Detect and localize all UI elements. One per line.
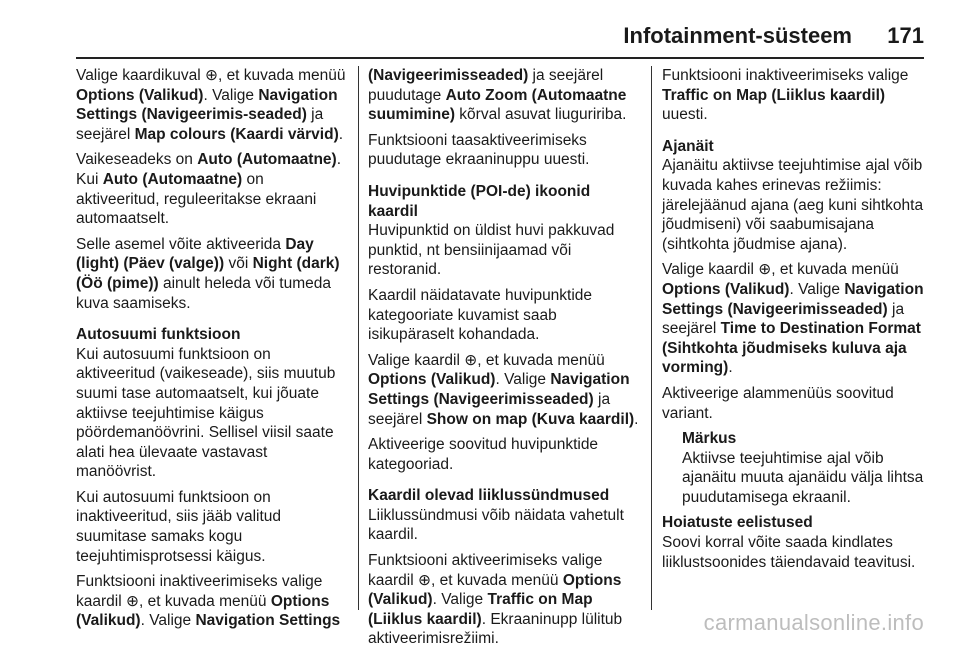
multifunction-knob-icon: ⊕ bbox=[758, 261, 772, 279]
paragraph: Funktsiooni inaktiveerimiseks valige kaardil ⊕, et kuvada menüü Options (Valikud). Valige Navigation Settings bbox=[76, 573, 341, 630]
note-box bbox=[662, 429, 928, 507]
paragraph: Aktiveerige soovitud huvipunktide kategooriad. bbox=[368, 436, 599, 473]
paragraph: Ajanäitu aktiivse teejuhtimise ajal võib kuvada kahes erinevas režiimis: järelejäänud ajana (aeg kuni sihtkohta jõudmiseni) või saabumisajana (sihtkohta jõudmise ajana). bbox=[662, 157, 924, 253]
paragraph: Valige kaardikuval ⊕, et kuvada menüü Options (Valikud). Valige Navigation Settings (Navigeerimis-seaded) ja seejärel Map colours (Kaardi värvid). bbox=[76, 67, 346, 143]
column-divider bbox=[651, 66, 652, 610]
paragraph: Valige kaardil ⊕, et kuvada menüü Options (Valikud). Valige Navigation Settings (Navigeerimisseaded) ja seejärel Time to Destination Format (Sihtkohta jõudmiseks kuluva aja vorming). bbox=[662, 261, 924, 377]
multifunction-knob-icon: ⊕ bbox=[464, 351, 478, 369]
column-3 bbox=[662, 66, 928, 578]
paragraph: Kui autosuumi funktsioon on inaktiveeritud, siis jääb valitud suumitase samaks kogu teejuhtimisprotsessi käigus. bbox=[76, 488, 282, 565]
paragraph: Kaardil näidatavate huvipunktide kategooriate kuvamist saab isikupäraselt kohandada. bbox=[368, 286, 593, 344]
paragraph: Selle asemel võite aktiveerida Day (light) (Päev (valge)) või Night (dark) (Öö (pime)) ainult heleda või tumeda kuva saamiseks. bbox=[76, 235, 340, 312]
column-2 bbox=[368, 66, 640, 655]
section-heading: Ajanäit bbox=[662, 137, 714, 155]
section-heading: Huvipunktide (POI-de) ikoonid kaardil bbox=[368, 182, 591, 220]
note-title: Märkus bbox=[682, 430, 737, 448]
paragraph: Funktsiooni taasaktiveerimiseks puudutage ekraaninuppu uuesti. bbox=[368, 131, 590, 169]
multifunction-knob-icon: ⊕ bbox=[204, 67, 218, 84]
paragraph: Kui autosuumi funktsioon on aktiveeritud (vaikeseade), siis muutub suumi tase automaatselt, kui jõuate aktiivse teejuhtimise käigus pöördemanöövrini. Sellisel viisil saate alati hea ülevaate vastavast manöövrist. bbox=[76, 345, 336, 481]
section-heading: Kaardil olevad liiklussündmused bbox=[368, 487, 610, 505]
section-heading: Autosuumi funktsioon bbox=[76, 326, 241, 344]
multifunction-knob-icon: ⊕ bbox=[417, 571, 431, 589]
section-heading: Hoiatuste eelistused bbox=[662, 514, 813, 532]
watermark: carmanualsonline.info bbox=[703, 610, 924, 635]
paragraph: Vaikeseadeks on Auto (Automaatne). Kui Auto (Automaatne) on aktiveeritud, reguleeritakse ekraani automaatselt. bbox=[76, 151, 342, 228]
header-divider bbox=[76, 57, 924, 59]
paragraph: Valige kaardil ⊕, et kuvada menüü Options (Valikud). Valige Navigation Settings (Navigeerimisseaded) ja seejärel Show on map (Kuva kaardil). bbox=[368, 351, 639, 428]
paragraph: Funktsiooni aktiveerimiseks valige kaardil ⊕, et kuvada menüü Options (Valikud). Valige Traffic on Map (Liiklus kaardil). Ekraaninupp lülitub aktiveerimisrežiimi. bbox=[368, 552, 623, 648]
section-title: Infotainment-süsteem bbox=[623, 23, 852, 48]
note-text: Aktiivse teejuhtimise ajal võib ajanäitu muuta ajanäidu välja lihtsa puudutamisega ekraanil. bbox=[682, 449, 924, 506]
column-divider bbox=[358, 66, 359, 610]
column-1 bbox=[76, 66, 348, 637]
multifunction-knob-icon: ⊕ bbox=[125, 592, 139, 610]
paragraph: Soovi korral võite saada kindlates liiklustsoonides täiendavaid teavitusi. bbox=[662, 534, 916, 571]
page-number: 171 bbox=[887, 23, 924, 48]
paragraph: Funktsiooni inaktiveerimiseks valige Traffic on Map (Liiklus kaardil) uuesti. bbox=[662, 67, 909, 124]
paragraph: Aktiveerige alammenüüs soovitud variant. bbox=[662, 384, 894, 422]
paragraph: Huvipunktid on üldist huvi pakkuvad punktid, nt bensiinijaamad või restoranid. bbox=[368, 222, 615, 279]
paragraph: Liiklussündmusi võib näidata vahetult kaardil. bbox=[368, 506, 624, 544]
paragraph: (Navigeerimisseaded) ja seejärel puudutage Auto Zoom (Automaatne suumimine) kõrval asuvat liuguririba. bbox=[368, 67, 627, 124]
